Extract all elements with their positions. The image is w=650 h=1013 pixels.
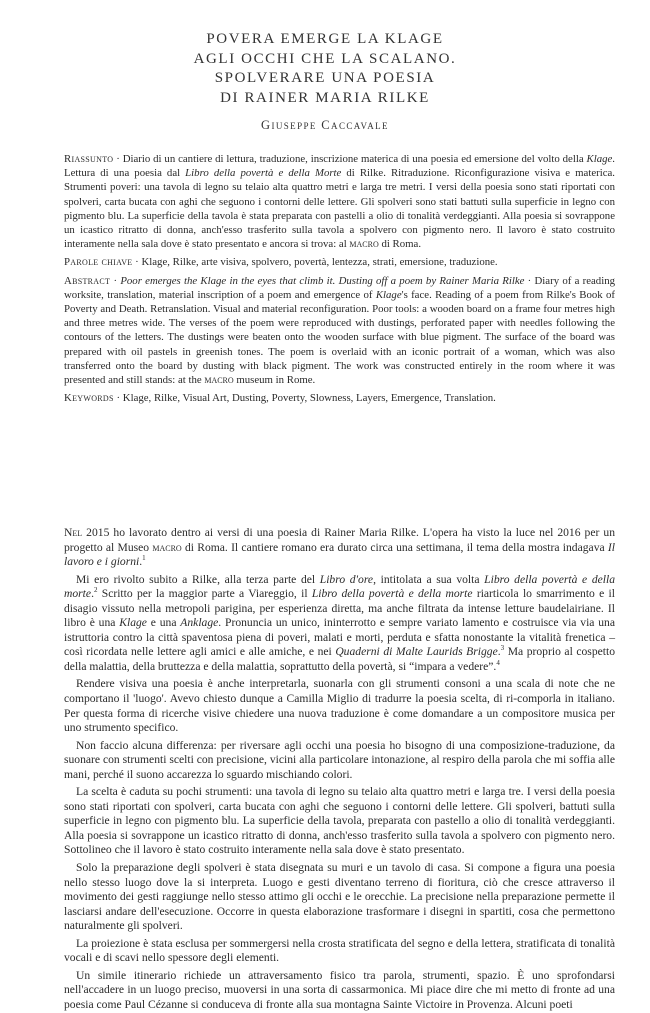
- body-paragraph: Solo la preparazione degli spolveri è stata disegnata su muri e un tavolo di casa. Si compone a figura una poesia nello stesso luogo dove la si interpreta. Luogo e gesti diventano terreno di fioritura, ciò che cresce attraverso il movimento dei gesti raggiunge nello stesso attimo gli occhi e le orecchie. La precisione nella preparazione permette il lasciarsi andare dell'esecuzione. Occorre in questa elaborazione trasformare i disegni in spartiti, cosa che permettono naturalmente gli spolveri.: [64, 861, 615, 933]
- body-paragraph: La proiezione è stata esclusa per sommergersi nella crosta stratificata del segno e della lettera, stratificata di tonalità vocali e di scavi nello spessore degli elementi.: [64, 936, 615, 965]
- title-line: POVERA EMERGE LA KLAGE: [206, 31, 444, 47]
- body-text: .: [139, 555, 143, 569]
- body-italic: Quaderni di Malte Laurids Brigge: [335, 645, 498, 659]
- parole-chiave-label: Parole chiave: [64, 256, 133, 269]
- article-body: [64, 526, 616, 1011]
- body-smallcaps: macro: [152, 540, 182, 554]
- body-text: Scritto per la maggior parte a Viareggio, il: [97, 587, 312, 601]
- footnote-ref[interactable]: 3: [500, 644, 505, 653]
- title-line: AGLI OCCHI CHE LA SCALANO.: [193, 50, 457, 67]
- lead-words: Nel 2015: [64, 526, 110, 539]
- keywords-label: Keywords: [64, 392, 114, 405]
- body-paragraph: [64, 573, 615, 675]
- body-paragraph: La scelta è caduta su pochi strumenti: una tavola di legno su telaio alta quattro metri e larga tre. I versi della poesia sono stati riportati con spolveri, carta bucata con aghi che seguono i contorni delle lettere. Gli spolveri, battuti sulla superficie in legno con pigmento blu. La superficie della tavola, preparata con pastello a olio di tonalità verdeggianti. Alla poesia si sovrappone un icastico ritratto di donna, anch'esso trasferito sulla tavola a spolvero con pigmento nero. Sottolineo che il lavoro è stato costruito interamente nella sala dove è stato presentato.: [64, 785, 615, 857]
- body-italic: Libro della povertà e della morte: [311, 587, 473, 601]
- body-paragraph: Un simile itinerario richiede un attraversamento fisico tra parola, strumenti, spazio. È uno sprofondarsi nell'accadere in un luogo preciso, muoversi in una sorta di cassarmonica. Mi piace dire che mi metto di fronte ad una poesia come Paul Cézanne si conduceva di fronte alla sua montagna Sainte Victoire in Provenza. Alcuni poeti: [64, 968, 615, 1011]
- body-text: Mi ero rivolto subito a Rilke, alla terza parte del: [76, 572, 320, 586]
- abstract-text: · Diary of a reading worksite, translation, material inscription of a poem and emergence of: [64, 274, 615, 301]
- body-italic: Libro d'ore: [319, 572, 374, 586]
- separator: ·: [113, 153, 123, 165]
- riassunto-text: di Roma.: [378, 238, 422, 251]
- body-italic: Libro della povertà e della morte: [64, 572, 616, 601]
- riassunto-text: . Lettura di una poesia dal: [64, 153, 615, 180]
- body-text: .: [91, 587, 94, 601]
- body-text: di Roma. Il cantiere romano era durato circa una settimana, il tema della mostra indagava: [181, 540, 608, 554]
- abstract-italic: Klage: [375, 288, 402, 301]
- abstract-italic: Poor emerges the Klage in the eyes that climb it. Dusting off a poem by Rainer Maria Rilke: [120, 274, 525, 287]
- separator: ·: [110, 274, 121, 287]
- front-matter: [64, 152, 615, 512]
- separator: ·: [113, 392, 123, 405]
- riassunto-text: di Rilke. Ritraduzione. Riconfigurazione visiva e materica. Strumenti poveri: una tavola di legno su telaio alta quattro metri e larga tre metri. I versi della poesia sono stati riportati con spolveri, carta bucata con aghi che seguono i contorni delle lettere. Gli spolveri sono stati battuti sulla superficie in legno con pigmento blu. La superficie della tavola è stata preparata con pastelli a olio di tonalità verdeggianti. Alla poesia si sovrappone un icastico ritratto di donna, anch'esso trasferito sulla tavola a spolvero con pigmento nero. Il lavoro è stato costruito interamente nella sala dove è stato presentato e ancora si trova: al: [64, 167, 616, 251]
- parole-chiave-text: Klage, Rilke, arte visiva, spolvero, povertà, lentezza, strati, emersione, traduzione.: [141, 256, 498, 269]
- title-line: SPOLVERARE UNA POESIA: [214, 70, 436, 86]
- body-text: ho lavorato dentro ai versi di una poesia di Rainer Maria Rilke. L'opera ha visto la luce nel 2016 per un progetto al Museo: [64, 526, 615, 554]
- body-text: .: [497, 645, 501, 659]
- body-text: Ma proprio al cospetto della malattia, della bruttezza e della malattia, soprattutto della povertà, si “impara a vedere”.: [64, 645, 616, 673]
- abstract-paragraph: [64, 274, 615, 388]
- footnote-ref[interactable]: 1: [142, 554, 146, 563]
- body-italic: Klage: [119, 616, 147, 630]
- abstract-text: 's face. Reading of a poem from Rilke's Book of Poverty and Death. Retranslation. Visual and material reconfiguration. Poor tools: a wooden board on a frame four metres high and three metres wide. The verses of the poem were reproduced with dustings, perforated paper with needles following the contours of the letters. The dustings were beaten onto the wooden surface with blue pigment. The surface of the board was prepared with oil pastels in greenish tones. The poem is overlaid with an iconic portrait of a woman, which was also transferred onto the board by dusting with black pigment. The work was constructed entirely in the room where it was presented and still stands: at the: [64, 288, 615, 387]
- body-text: . Pronuncia un unico, ininterrotto e sempre variato lamento e costruisce via via una istruttoria contro la città spaventosa piena di poveri, malati e morti, perduta e sfatta nonostante la vitalità frenetica – così ricordata nelle lettere agli amici e alle amiche, e nei: [64, 616, 615, 659]
- riassunto-smallcaps: macro: [349, 238, 379, 251]
- riassunto-italic: Klage: [586, 153, 613, 165]
- abstract-smallcaps: macro: [204, 374, 234, 387]
- body-paragraph: [64, 526, 615, 570]
- title-line: DI RAINER MARIA RILKE: [220, 89, 430, 106]
- riassunto-paragraph: [64, 152, 615, 251]
- riassunto-italic: Libro della povertà e della Morte: [185, 167, 342, 180]
- footnote-ref[interactable]: 2: [93, 586, 98, 595]
- abstract-text: museum in Rome.: [233, 374, 316, 387]
- body-paragraph: Non faccio alcuna differenza: per riversare agli occhi una poesia ho bisogno di una composizione-traduzione, da suonare con strumenti scelti con precisione, vicini alla particolare intonazione, al respiro della parola che mi soffia alle mani, perché il suono accarezza lo sguardo mischiando colori.: [64, 738, 615, 781]
- riassunto-text: Diario di un cantiere di lettura, traduzione, inscrizione materica di una poesia ed emersione del volto della: [122, 153, 587, 165]
- body-italic: Il lavoro e i giorni: [64, 540, 615, 569]
- body-text: e una: [146, 616, 181, 630]
- body-text: riarticola lo smarrimento e il disagio vissuto nella metropoli parigina, per esperienza diretta, ma anche filtrata da intense letture baudelairiane. Il libro è una: [64, 587, 615, 630]
- keywords-paragraph: [64, 391, 615, 405]
- article-title: [0, 30, 650, 108]
- footnote-ref[interactable]: 4: [496, 659, 500, 668]
- abstract-label: Abstract: [64, 274, 111, 287]
- riassunto-label: Riassunto: [64, 153, 114, 165]
- separator: ·: [132, 256, 142, 269]
- keywords-text: Klage, Rilke, Visual Art, Dusting, Poverty, Slowness, Layers, Emergence, Translation.: [122, 392, 496, 405]
- parole-chiave-paragraph: [64, 255, 615, 269]
- body-paragraph: Rendere visiva una poesia è anche interpretarla, suonarla con gli strumenti consoni a una scala di note che ne comportano il 'luogo'. Avevo chiesto dunque a Camilla Miglio di tradurre la poesia scelta, di ri-comporla in italiano. Per questa forma di ricerche visive chiedere una nuova traduzione è come domandare a un compositore musica per uno strumento specifico.: [64, 677, 615, 735]
- author-name: Giuseppe Caccavale: [261, 118, 389, 132]
- body-text: , intitolata a sua volta: [373, 572, 485, 586]
- body-italic: Anklage: [180, 616, 219, 630]
